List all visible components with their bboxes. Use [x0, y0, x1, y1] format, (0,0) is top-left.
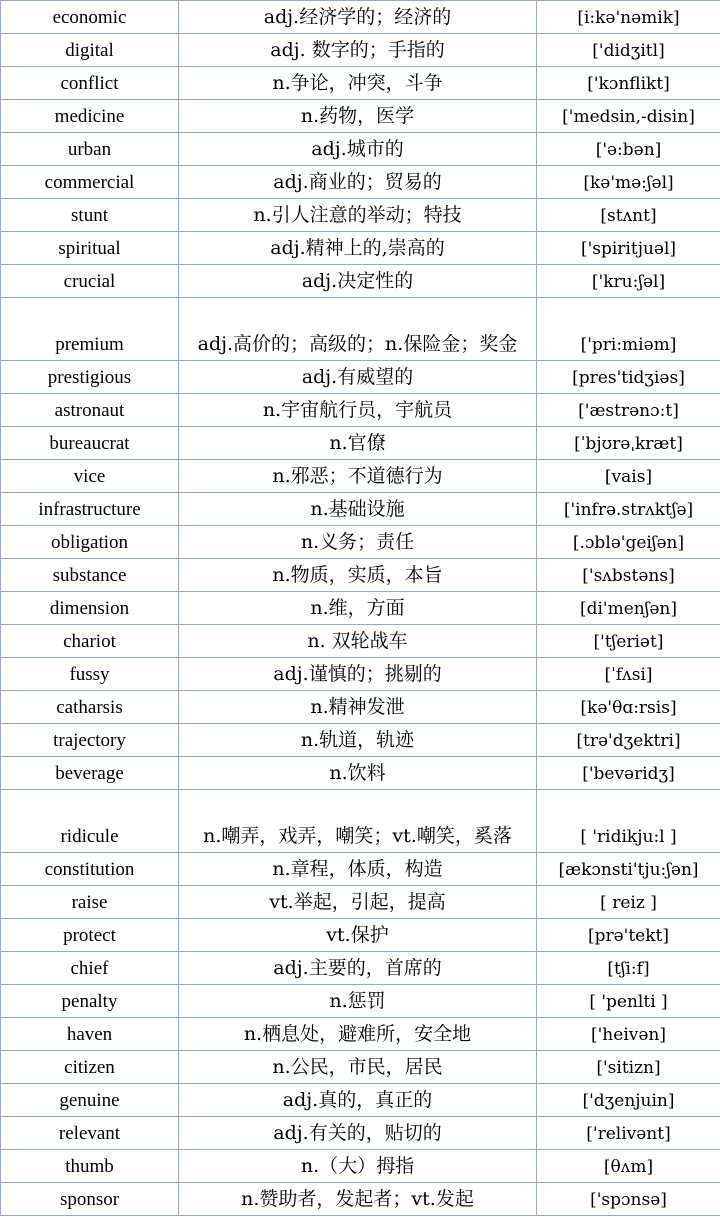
- chinese-meaning-cell: n.宇宙航行员，宇航员: [179, 394, 537, 427]
- table-row: [1, 133, 720, 166]
- table-row: [1, 952, 720, 985]
- table-row: [1, 559, 720, 592]
- table-row: [1, 394, 720, 427]
- phonetic-cell: ['spɔnsə]: [537, 1183, 720, 1216]
- table-row: [1, 625, 720, 658]
- phonetic-cell: [ reiz ]: [537, 886, 720, 919]
- english-word-cell: obligation: [1, 526, 179, 559]
- table-row: [1, 886, 720, 919]
- english-word-cell: raise: [1, 886, 179, 919]
- phonetic-cell: [.ɔblə'geiʃən]: [537, 526, 720, 559]
- chinese-meaning-cell: vt.保护: [179, 919, 537, 952]
- table-row: [1, 460, 720, 493]
- english-word-cell: relevant: [1, 1117, 179, 1150]
- english-word-cell: haven: [1, 1018, 179, 1051]
- chinese-meaning-cell: adj.决定性的: [179, 265, 537, 298]
- chinese-meaning-cell: n. 双轮战车: [179, 625, 537, 658]
- phonetic-cell: [kə'θɑ:rsis]: [537, 691, 720, 724]
- table-row: [1, 592, 720, 625]
- table-row: [1, 1183, 720, 1216]
- table-row: [1, 724, 720, 757]
- phonetic-cell: [ 'ridikju:l ]: [537, 790, 720, 853]
- phonetic-cell: ['pri:miəm]: [537, 298, 720, 361]
- chinese-meaning-cell: adj.经济学的；经济的: [179, 1, 537, 34]
- chinese-meaning-cell: n.赞助者，发起者；vt.发起: [179, 1183, 537, 1216]
- table-row: [1, 361, 720, 394]
- table-row: [1, 427, 720, 460]
- phonetic-cell: ['medsin,-disin]: [537, 100, 720, 133]
- english-word-cell: bureaucrat: [1, 427, 179, 460]
- chinese-meaning-cell: n.轨道，轨迹: [179, 724, 537, 757]
- english-word-cell: chariot: [1, 625, 179, 658]
- chinese-meaning-cell: adj.精神上的,崇高的: [179, 232, 537, 265]
- table-row: [1, 1084, 720, 1117]
- chinese-meaning-cell: vt.举起，引起，提高: [179, 886, 537, 919]
- phonetic-cell: ['didʒitl]: [537, 34, 720, 67]
- phonetic-cell: ['infrə.strʌktʃə]: [537, 493, 720, 526]
- english-word-cell: ridicule: [1, 790, 179, 853]
- chinese-meaning-cell: adj. 数字的；手指的: [179, 34, 537, 67]
- chinese-meaning-cell: n.维，方面: [179, 592, 537, 625]
- phonetic-cell: ['dʒenjuin]: [537, 1084, 720, 1117]
- english-word-cell: conflict: [1, 67, 179, 100]
- english-word-cell: penalty: [1, 985, 179, 1018]
- table-row: [1, 790, 720, 853]
- english-word-cell: astronaut: [1, 394, 179, 427]
- table-row: [1, 691, 720, 724]
- table-row: [1, 985, 720, 1018]
- phonetic-cell: [ 'penlti ]: [537, 985, 720, 1018]
- english-word-cell: trajectory: [1, 724, 179, 757]
- phonetic-cell: [trə'dʒektri]: [537, 724, 720, 757]
- chinese-meaning-cell: adj.真的，真正的: [179, 1084, 537, 1117]
- phonetic-cell: ['bevəridʒ]: [537, 757, 720, 790]
- table-row: [1, 67, 720, 100]
- table-row: [1, 1018, 720, 1051]
- vocabulary-table-body: [1, 1, 720, 1216]
- english-word-cell: premium: [1, 298, 179, 361]
- chinese-meaning-cell: n.药物，医学: [179, 100, 537, 133]
- phonetic-cell: [vais]: [537, 460, 720, 493]
- english-word-cell: substance: [1, 559, 179, 592]
- english-word-cell: prestigious: [1, 361, 179, 394]
- english-word-cell: crucial: [1, 265, 179, 298]
- table-row: [1, 1117, 720, 1150]
- chinese-meaning-cell: n.惩罚: [179, 985, 537, 1018]
- chinese-meaning-cell: n.嘲弄，戏弄，嘲笑；vt.嘲笑，奚落: [179, 790, 537, 853]
- phonetic-cell: ['kɔnflikt]: [537, 67, 720, 100]
- english-word-cell: stunt: [1, 199, 179, 232]
- english-word-cell: protect: [1, 919, 179, 952]
- table-row: [1, 265, 720, 298]
- chinese-meaning-cell: n.饮料: [179, 757, 537, 790]
- chinese-meaning-cell: adj.有关的，贴切的: [179, 1117, 537, 1150]
- english-word-cell: constitution: [1, 853, 179, 886]
- table-row: [1, 232, 720, 265]
- phonetic-cell: [stʌnt]: [537, 199, 720, 232]
- english-word-cell: spiritual: [1, 232, 179, 265]
- english-word-cell: medicine: [1, 100, 179, 133]
- phonetic-cell: [i:kə'nəmik]: [537, 1, 720, 34]
- phonetic-cell: [di'menʃən]: [537, 592, 720, 625]
- phonetic-cell: ['sitizn]: [537, 1051, 720, 1084]
- chinese-meaning-cell: n.（大）拇指: [179, 1150, 537, 1183]
- chinese-meaning-cell: adj.高价的；高级的；n.保险金；奖金: [179, 298, 537, 361]
- chinese-meaning-cell: n.章程，体质，构造: [179, 853, 537, 886]
- english-word-cell: economic: [1, 1, 179, 34]
- phonetic-cell: ['kru:ʃəl]: [537, 265, 720, 298]
- chinese-meaning-cell: n.官僚: [179, 427, 537, 460]
- english-word-cell: genuine: [1, 1084, 179, 1117]
- table-row: [1, 757, 720, 790]
- phonetic-cell: [prə'tekt]: [537, 919, 720, 952]
- table-row: [1, 166, 720, 199]
- table-row: [1, 526, 720, 559]
- chinese-meaning-cell: n.义务；责任: [179, 526, 537, 559]
- chinese-meaning-cell: n.物质，实质，本旨: [179, 559, 537, 592]
- english-word-cell: vice: [1, 460, 179, 493]
- phonetic-cell: [tʃi:f]: [537, 952, 720, 985]
- table-row: [1, 919, 720, 952]
- table-row: [1, 199, 720, 232]
- phonetic-cell: [kə'mə:ʃəl]: [537, 166, 720, 199]
- phonetic-cell: [pres'tidʒiəs]: [537, 361, 720, 394]
- phonetic-cell: ['ə:bən]: [537, 133, 720, 166]
- phonetic-cell: [ækɔnsti'tju:ʃən]: [537, 853, 720, 886]
- chinese-meaning-cell: adj.城市的: [179, 133, 537, 166]
- chinese-meaning-cell: n.争论，冲突，斗争: [179, 67, 537, 100]
- english-word-cell: sponsor: [1, 1183, 179, 1216]
- english-word-cell: fussy: [1, 658, 179, 691]
- chinese-meaning-cell: n.公民，市民，居民: [179, 1051, 537, 1084]
- table-row: [1, 1051, 720, 1084]
- table-row: [1, 1, 720, 34]
- phonetic-cell: ['æstrənɔ:t]: [537, 394, 720, 427]
- english-word-cell: beverage: [1, 757, 179, 790]
- english-word-cell: dimension: [1, 592, 179, 625]
- english-word-cell: digital: [1, 34, 179, 67]
- phonetic-cell: ['tʃeriət]: [537, 625, 720, 658]
- phonetic-cell: ['sʌbstəns]: [537, 559, 720, 592]
- table-row: [1, 1150, 720, 1183]
- chinese-meaning-cell: n.基础设施: [179, 493, 537, 526]
- phonetic-cell: [ˈbjʊrəˌkræt]: [537, 427, 720, 460]
- english-word-cell: catharsis: [1, 691, 179, 724]
- phonetic-cell: ['heivən]: [537, 1018, 720, 1051]
- table-row: [1, 493, 720, 526]
- chinese-meaning-cell: n.精神发泄: [179, 691, 537, 724]
- english-word-cell: thumb: [1, 1150, 179, 1183]
- phonetic-cell: ['relivənt]: [537, 1117, 720, 1150]
- phonetic-cell: ['spiritjuəl]: [537, 232, 720, 265]
- table-row: [1, 853, 720, 886]
- phonetic-cell: [θʌm]: [537, 1150, 720, 1183]
- chinese-meaning-cell: adj.谨慎的；挑剔的: [179, 658, 537, 691]
- chinese-meaning-cell: adj.有威望的: [179, 361, 537, 394]
- phonetic-cell: [ˈfʌsi]: [537, 658, 720, 691]
- table-row: [1, 658, 720, 691]
- english-word-cell: chief: [1, 952, 179, 985]
- table-row: [1, 34, 720, 67]
- table-row: [1, 298, 720, 361]
- chinese-meaning-cell: adj.商业的；贸易的: [179, 166, 537, 199]
- chinese-meaning-cell: n.邪恶；不道德行为: [179, 460, 537, 493]
- english-word-cell: urban: [1, 133, 179, 166]
- chinese-meaning-cell: n.引人注意的举动；特技: [179, 199, 537, 232]
- chinese-meaning-cell: adj.主要的，首席的: [179, 952, 537, 985]
- table-row: [1, 100, 720, 133]
- english-word-cell: commercial: [1, 166, 179, 199]
- english-word-cell: citizen: [1, 1051, 179, 1084]
- chinese-meaning-cell: n.栖息处，避难所，安全地: [179, 1018, 537, 1051]
- english-word-cell: infrastructure: [1, 493, 179, 526]
